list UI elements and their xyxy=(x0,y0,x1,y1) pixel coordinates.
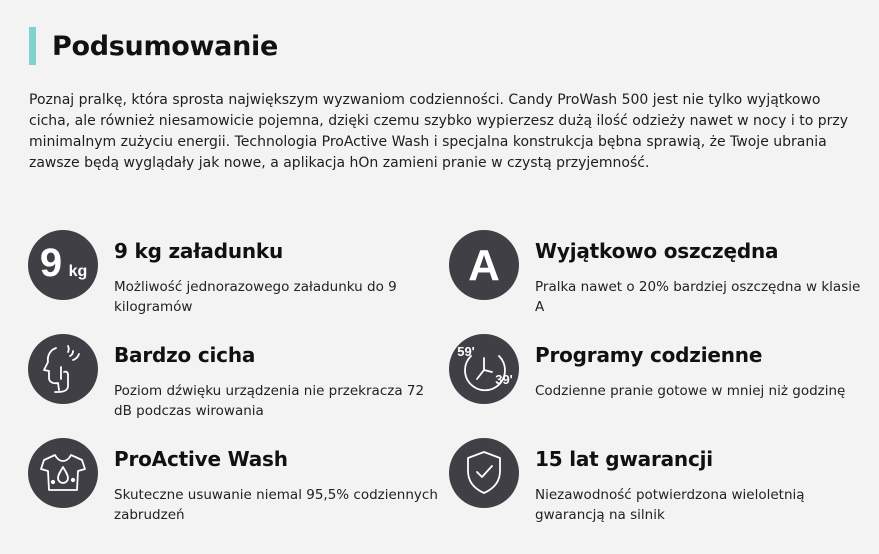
feature-description: Możliwość jednorazowego załadunku do 9 kilogramów xyxy=(114,279,397,315)
load-9kg-icon xyxy=(28,230,98,300)
intro-paragraph: Poznaj pralkę, która sprosta największym wyzwaniom codzienności. Candy ProWash 500 jest nie tylko wyjątkowo cicha, ale również niesamowicie pojemna, dzięki czemu szybko wypierzesz dużą ilość odzieży nawet w nocy i to przy minimalnym zużyciu energii. Technologia ProActive Wash i specjalna konstrukcja bębna sprawią, że Twoje ubrania zawsze będą wyglądały jak nowe, a aplikacja hOn zamieni pranie w czystą przyjemność. xyxy=(29,92,849,171)
section-header xyxy=(29,27,278,65)
accent-bar xyxy=(29,27,36,65)
feature-title: Programy codzienne xyxy=(535,343,763,367)
icon-unit: kg xyxy=(68,263,88,280)
quiet-shush-icon xyxy=(28,334,98,404)
feature-warranty xyxy=(449,438,849,538)
icon-letter: A xyxy=(468,241,500,290)
energy-class-a-icon xyxy=(449,230,519,300)
feature-programs xyxy=(449,334,849,434)
feature-quiet xyxy=(28,334,428,434)
feature-title: Bardzo cicha xyxy=(114,343,256,367)
icon-time-a: 59' xyxy=(457,344,475,359)
tshirt-stain-icon xyxy=(28,438,98,508)
page-title: Podsumowanie xyxy=(52,30,278,62)
feature-description: Poziom dźwięku urządzenia nie przekracza 72 dB podczas wirowania xyxy=(114,383,425,419)
feature-description: Niezawodność potwierdzona wieloletnią gwarancją na silnik xyxy=(535,487,805,523)
feature-title: Wyjątkowo oszczędna xyxy=(535,239,779,263)
feature-load xyxy=(28,230,428,330)
feature-description: Skuteczne usuwanie niemal 95,5% codziennych zabrudzeń xyxy=(114,487,438,523)
icon-number: 9 xyxy=(39,241,63,285)
feature-title: ProActive Wash xyxy=(114,447,288,471)
clock-programs-icon xyxy=(449,334,519,404)
feature-title: 15 lat gwarancji xyxy=(535,447,713,471)
icon-time-b: 39' xyxy=(495,372,513,387)
feature-title: 9 kg załadunku xyxy=(114,239,284,263)
feature-energy xyxy=(449,230,861,330)
shield-check-icon xyxy=(449,438,519,508)
feature-description: Codzienne pranie gotowe w mniej niż godzinę xyxy=(535,383,846,399)
feature-description: Pralka nawet o 20% bardziej oszczędna w klasie A xyxy=(535,279,861,315)
feature-proactive xyxy=(28,438,438,538)
